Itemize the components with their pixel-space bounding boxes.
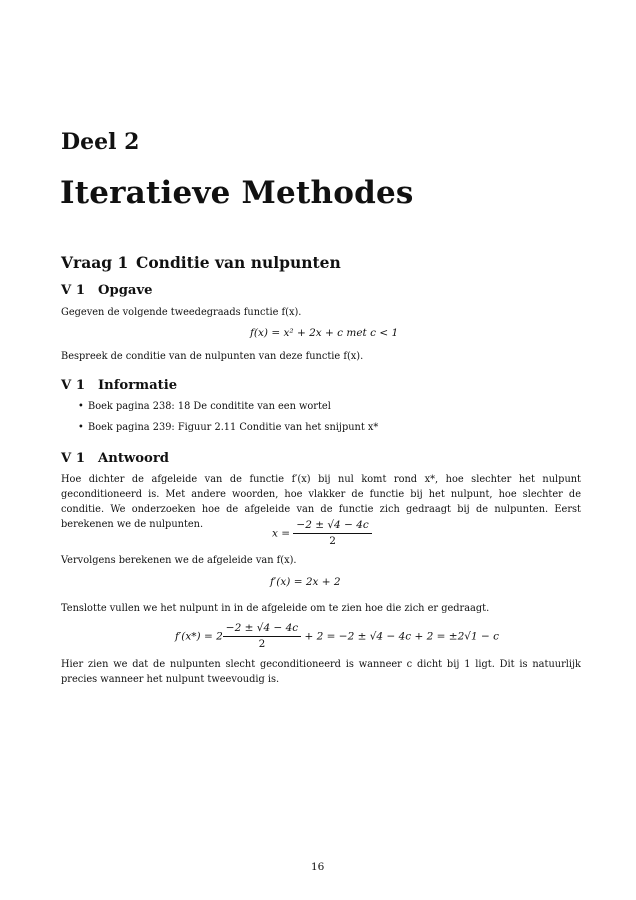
opgave-text: Gegeven de volgende tweedegraads functie f(x). [61, 307, 302, 318]
fraction: $\frac{-2 \pm √4 - 4c}{2}$ [223, 622, 301, 651]
opgave-text-2: Bespreek de conditie van de nulpunten van deze functie f(x). [61, 351, 364, 362]
subsection-heading-opgave [61, 283, 153, 298]
list-item: • Boek pagina 239: Figuur 2.11 Conditie van het snijpunt x* [78, 422, 379, 433]
bullet-icon: • [78, 401, 84, 412]
section-heading [61, 253, 341, 272]
part-title: Deel 2 [61, 129, 140, 155]
chapter-title: Iteratieve Methodes [60, 175, 414, 211]
subsection-heading-informatie [61, 378, 177, 393]
subsection-heading-antwoord [61, 451, 169, 466]
antwoord-paragraph-1: Hoe dichter de afgeleide van de functie f′(x) bij nul komt rond x*, hoe slechter het nulpunt geconditioneerd is. Met andere woorden, hoe vlakker de functie bij het nulpunt, hoe slechter de conditie. We onderzoeken hoe de afgeleide van de functie zich gedraagt bij de nulpunten. Eerst berekenen we de nulpunten. [61, 474, 581, 530]
list-item: • Boek pagina 238: 18 De conditite van een wortel [78, 401, 331, 412]
equation-roots: x = $\frac{-2 \pm √4 - 4c}{2}$ [272, 519, 372, 548]
antwoord-paragraph-4: Hier zien we dat de nulpunten slecht geconditioneerd is wanneer c dicht bij 1 ligt. Dit is natuurlijk precies wanneer het nulpunt tweevoudig is. [61, 659, 581, 685]
subsection-title: Opgave [98, 283, 153, 298]
subsection-number: V 1 [61, 283, 85, 298]
bullet-icon: • [78, 422, 84, 433]
subsection-title: Informatie [98, 378, 178, 393]
section-title: Conditie van nulpunten [136, 253, 341, 272]
subsection-title: Antwoord [98, 451, 170, 466]
subsection-number: V 1 [61, 378, 85, 393]
section-number: Vraag 1 [61, 253, 129, 272]
equation-derivative-at-root: f′(x*) = 2 $\frac{-2 \pm √4 - 4c}{2}$ + 2 = −2 ± √4 − 4c + 2 = ±2√1 − c [175, 622, 499, 650]
antwoord-paragraph-2: Vervolgens berekenen we de afgeleide van f(x). [61, 555, 297, 566]
subsection-number: V 1 [61, 451, 85, 466]
antwoord-paragraph-3: Tenslotte vullen we het nulpunt in in de afgeleide om te zien hoe die zich er gedraagt. [61, 603, 490, 614]
opgave-equation: f(x) = x² + 2x + c met c < 1 [250, 327, 399, 339]
equation-derivative: f′(x) = 2x + 2 [270, 576, 341, 588]
fraction: $\frac{-2 \pm √4 - 4c}{2}$ [293, 519, 371, 548]
page-number: 16 [311, 861, 325, 873]
